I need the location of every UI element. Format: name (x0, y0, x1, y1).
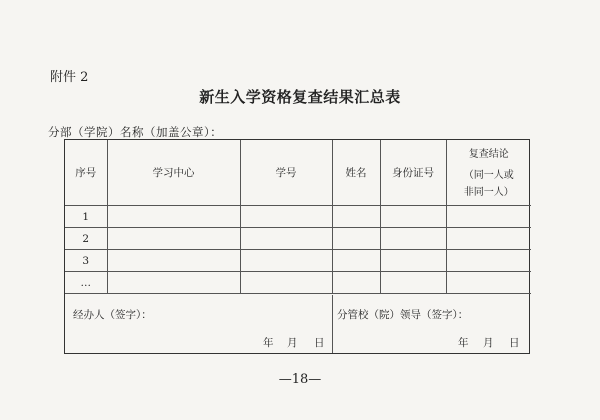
header-student-id: 学号 (240, 140, 332, 206)
cell-name[interactable] (332, 206, 380, 228)
cell-id-card[interactable] (380, 206, 446, 228)
verdict-note-2: 非同一人） (463, 186, 514, 198)
leader-date-month: 月 (483, 337, 494, 349)
cell-name[interactable] (332, 228, 380, 250)
cell-name[interactable] (332, 250, 380, 272)
cell-study-center[interactable] (107, 250, 240, 272)
cell-verdict[interactable] (446, 228, 531, 250)
row-number: 1 (65, 206, 107, 228)
summary-form (64, 139, 530, 354)
table-row (65, 206, 531, 228)
form-title: 新生入学资格复查结果汇总表 (199, 88, 401, 106)
results-table (65, 140, 531, 294)
signature-area (65, 295, 529, 353)
leader-signature-label: 分管校（院）领导（签字）： (337, 309, 469, 321)
attachment-label: 附件 2 (50, 70, 89, 85)
handler-date-year: 年 (263, 337, 274, 349)
cell-verdict[interactable] (446, 250, 531, 272)
header-id-card: 身份证号 (380, 140, 446, 206)
header-seq: 序号 (65, 140, 107, 206)
signature-divider (332, 295, 333, 353)
verdict-note-1: （同一人或 (463, 169, 514, 181)
page-number: —18— (278, 372, 322, 387)
cell-student-id[interactable] (240, 228, 332, 250)
cell-verdict[interactable] (446, 206, 531, 228)
table-header-row (65, 140, 531, 206)
leader-date-day: 日 (509, 337, 520, 349)
row-number: … (65, 272, 107, 294)
cell-name[interactable] (332, 272, 380, 294)
table-row (65, 228, 531, 250)
cell-id-card[interactable] (380, 250, 446, 272)
department-line: 分部（学院）名称（加盖公章）： (48, 125, 223, 139)
table-row (65, 272, 531, 294)
cell-study-center[interactable] (107, 206, 240, 228)
cell-id-card[interactable] (380, 272, 446, 294)
cell-student-id[interactable] (240, 250, 332, 272)
header-study-center: 学习中心 (107, 140, 240, 206)
handler-signature-label: 经办人（签字）： (73, 309, 152, 321)
cell-study-center[interactable] (107, 228, 240, 250)
table-row (65, 250, 531, 272)
header-name: 姓名 (332, 140, 380, 206)
row-number: 2 (65, 228, 107, 250)
cell-verdict[interactable] (446, 272, 531, 294)
row-number: 3 (65, 250, 107, 272)
cell-id-card[interactable] (380, 228, 446, 250)
leader-date-year: 年 (458, 337, 469, 349)
verdict-title: 复查结论 (468, 148, 509, 160)
handler-date-day: 日 (314, 337, 325, 349)
cell-student-id[interactable] (240, 272, 332, 294)
header-verdict (446, 140, 531, 206)
handler-date-month: 月 (287, 337, 298, 349)
cell-study-center[interactable] (107, 272, 240, 294)
cell-student-id[interactable] (240, 206, 332, 228)
